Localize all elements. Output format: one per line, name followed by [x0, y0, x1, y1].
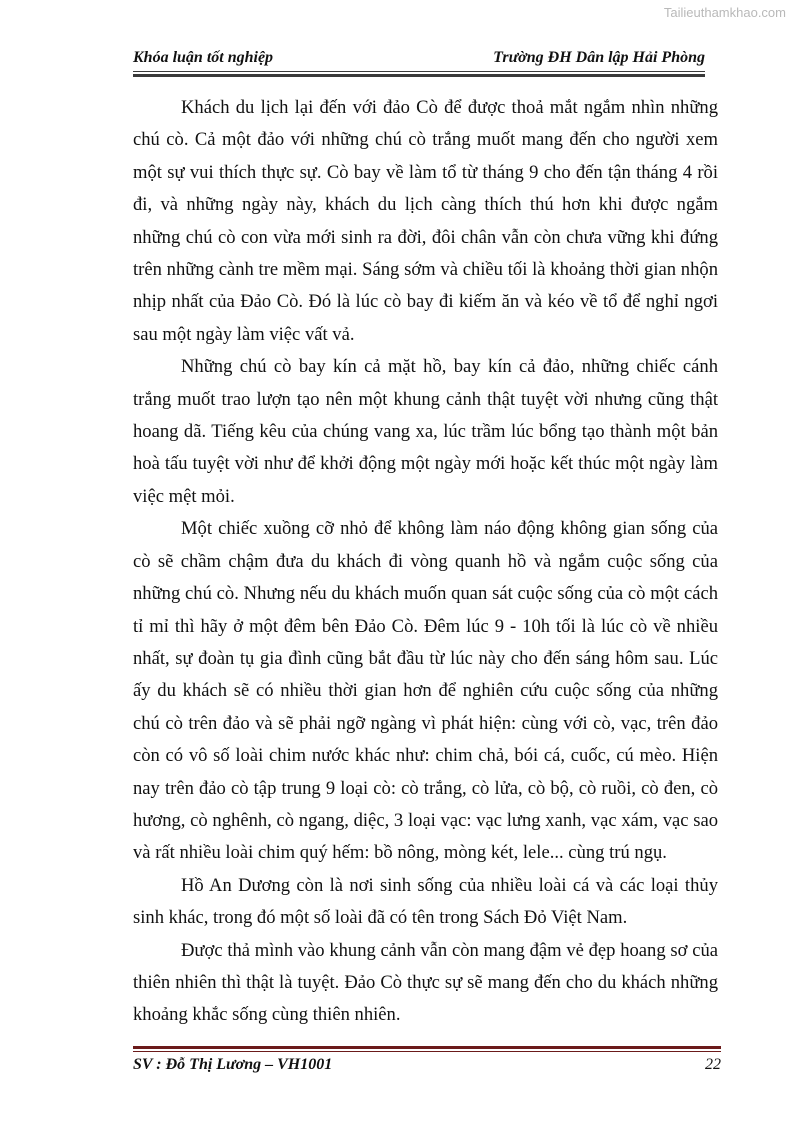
watermark: Tailieuthamkhao.com [663, 5, 786, 20]
paragraph: Được thả mình vào khung cảnh vẫn còn mang đậm vẻ đẹp hoang sơ của thiên nhiên thì thật là tuyệt. Đảo Cò thực sự sẽ mang đến cho du khách những khoảng khắc sống cùng thiên nhiên. [133, 939, 718, 1026]
footer-divider-thick [133, 1046, 721, 1049]
paragraph: Hồ An Dương còn là nơi sinh sống của nhiều loài cá và các loại thủy sinh khác, trong đó một số loài đã có tên trong Sách Đỏ Việt Nam. [133, 874, 718, 929]
footer-divider-thin [133, 1051, 721, 1052]
paragraph: Khách du lịch lại đến với đảo Cò để được thoả mắt ngắm nhìn những chú cò. Cả một đảo với những chú cò trắng muốt mang đến cho người xem một sự vui thích thực sự. Cò bay về làm tổ từ tháng 9 cho đến tận tháng 4 rồi đi, và những ngày này, khách du lịch càng thích thú hơn khi được ngắm những chú cò con vừa mới sinh ra đời, đôi chân vẫn còn chưa vững khi đứng trên những cành tre mềm mại. Sáng sớm và chiều tối là khoảng thời gian nhộn nhịp nhất của Đảo Cò. Đó là lúc cò bay đi kiếm ăn và kéo về tổ để nghỉ ngơi sau một ngày làm việc vất vả. [133, 97, 718, 345]
page-body [133, 92, 718, 1032]
page-number: 22 [705, 1056, 721, 1073]
footer-student: SV : Đỗ Thị Lương – VH1001 [133, 1056, 333, 1073]
paragraph: Một chiếc xuồng cỡ nhỏ để không làm náo động không gian sống của cò sẽ chầm chậm đưa du khách đi vòng quanh hồ và ngắm cuộc sống của những chú cò. Nhưng nếu du khách muốn quan sát cuộc sống của cò một cách tỉ mỉ thì hãy ở một đêm bên Đảo Cò. Đêm lúc 9 - 10h tối là lúc cò về nhiều nhất, sự đoàn tụ gia đình cũng bắt đầu từ lúc này cho đến sáng hôm sau. Lúc ấy du khách sẽ có nhiều thời gian hơn để nghiên cứu cuộc sống của những chú cò trên đảo và sẽ phải ngỡ ngàng vì phát hiện: cùng với cò, vạc, trên đảo còn có vô số loài chim nước khác như: chim chả, bói cá, cuốc, cú mèo. Hiện nay trên đảo cò tập trung 9 loại cò: cò trắng, cò lửa, cò bộ, cò ruồi, cò đen, cò hương, cò nghênh, cò ngang, diệc, 3 loại vạc: vạc lưng xanh, vạc xám, vạc sao và rất nhiều loài chim quý hếm: bồ nông, mòng két, lele... cùng trú ngụ. [133, 518, 718, 864]
paragraph: Những chú cò bay kín cả mặt hồ, bay kín cả đảo, những chiếc cánh trắng muốt trao lượn tạo nên một khung cảnh thật tuyệt vời nhưng cũng thật hoang dã. Tiếng kêu của chúng vang xa, lúc trầm lúc bổng tạo thành một bản hoà tấu tuyệt vời như để khởi động một ngày mới hoặc kết thúc một ngày làm việc mệt mỏi. [133, 356, 718, 507]
page-footer [133, 1056, 721, 1080]
page-header [133, 49, 705, 71]
header-document-type: Khóa luận tốt nghiệp [133, 49, 274, 66]
header-divider-thin [133, 71, 705, 72]
header-university: Trường ĐH Dân lập Hải Phòng [493, 49, 705, 66]
header-divider-thick [133, 74, 705, 77]
